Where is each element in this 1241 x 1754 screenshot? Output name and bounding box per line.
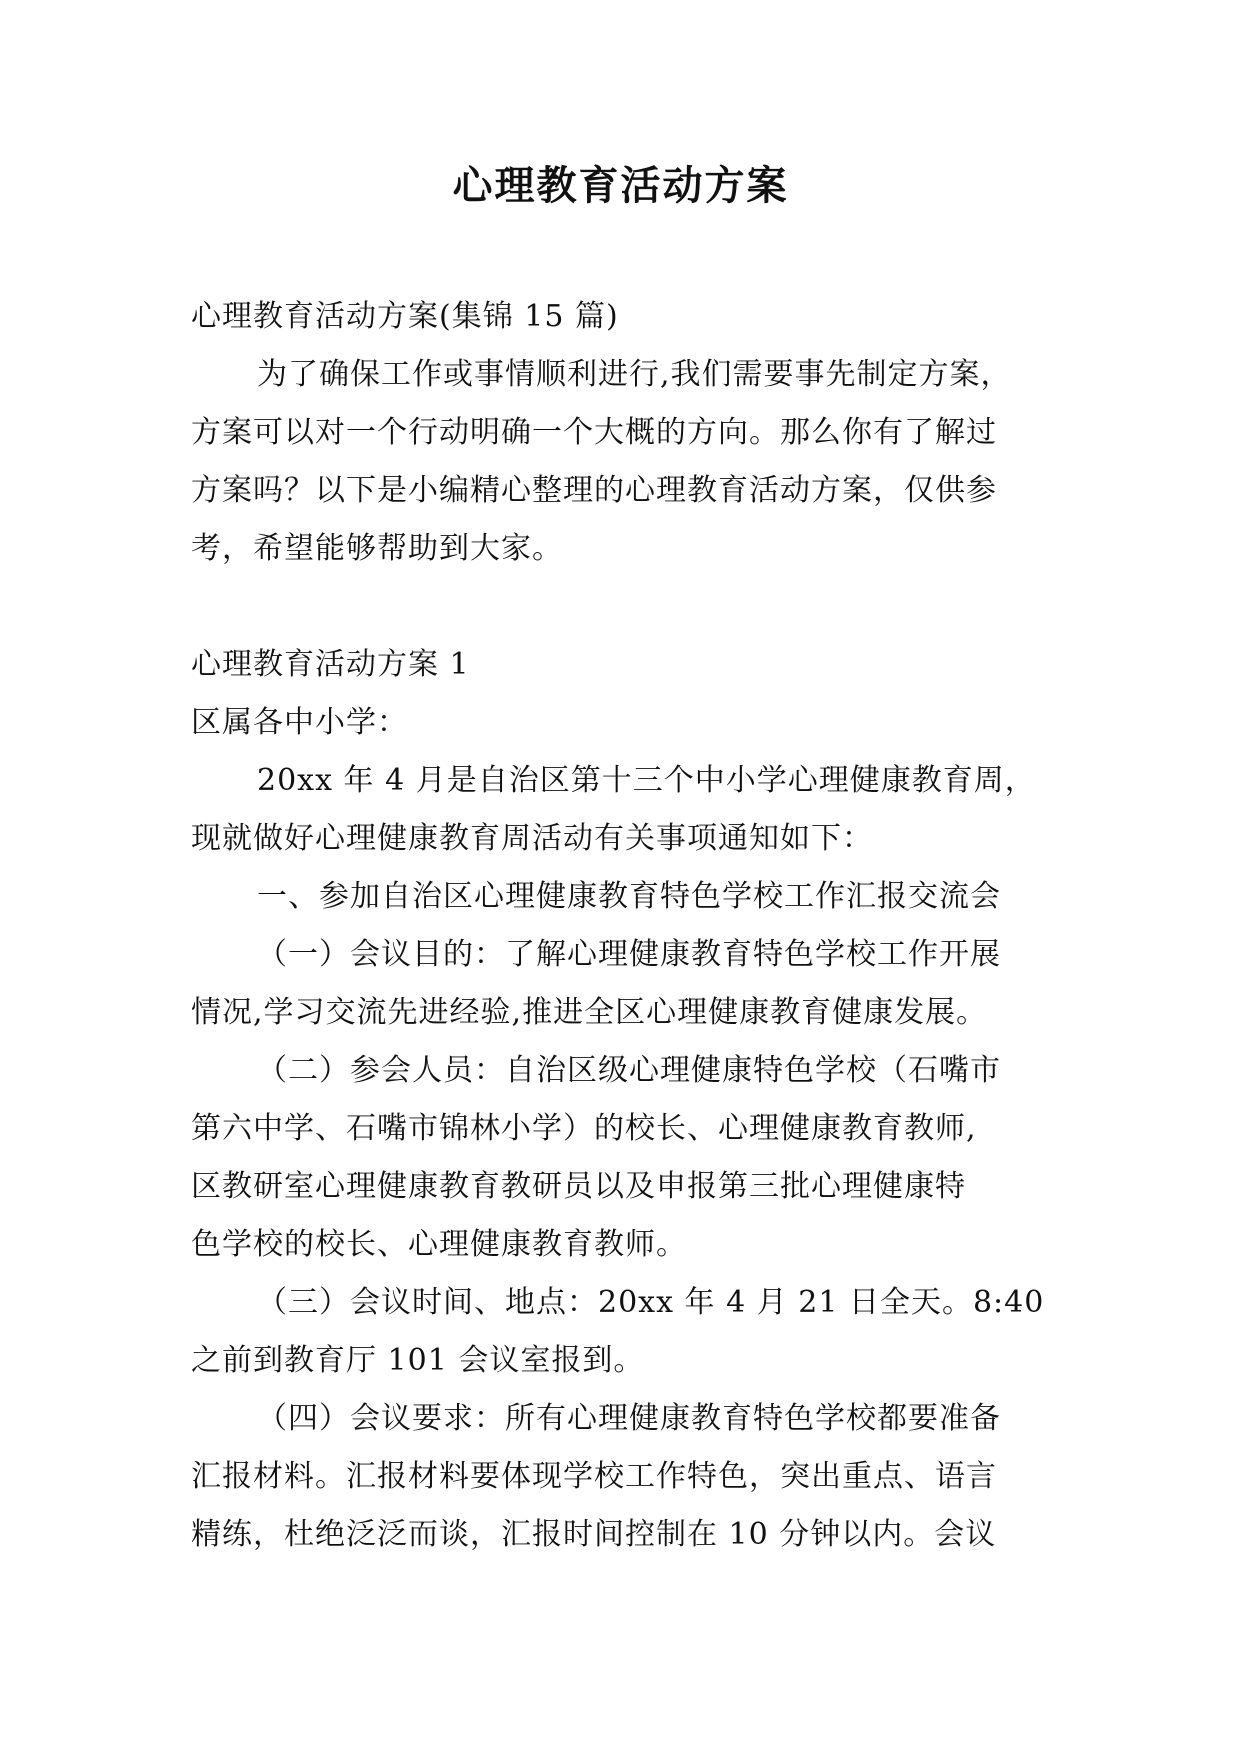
intro-line: 为了确保工作或事情顺利进行,我们需要事先制定方案，	[257, 357, 1012, 392]
notice-line: 20xx 年 4 月是自治区第十三个中小学心理健康教育周，	[257, 763, 1036, 798]
time-place-line: （三）会议时间、地点：20xx 年 4 月 21 日全天。8:40	[257, 1285, 1045, 1320]
intro-line: 方案可以对一个行动明确一个大概的方向。那么你有了解过	[191, 415, 997, 450]
document-title: 心理教育活动方案	[452, 162, 789, 209]
requirements-line: 精练，杜绝泛泛而谈，汇报时间控制在 10 分钟以内。会议	[191, 1517, 997, 1552]
participants-line: 区教研室心理健康教育教研员以及申报第三批心理健康特	[191, 1169, 966, 1204]
intro-line: 考，希望能够帮助到大家。	[191, 531, 563, 566]
section-heading: 心理教育活动方案 1	[191, 647, 470, 682]
purpose-line: 情况,学习交流先进经验,推进全区心理健康教育健康发展。	[191, 995, 988, 1030]
intro-line: 方案吗？以下是小编精心整理的心理教育活动方案，仅供参	[191, 473, 997, 508]
document-body	[191, 288, 1061, 1564]
notice-line: 现就做好心理健康教育周活动有关事项通知如下：	[191, 821, 873, 856]
spacer	[191, 578, 1061, 636]
participants-line: （二）参会人员：自治区级心理健康特色学校（石嘴市	[257, 1053, 1001, 1088]
requirements-line: （四）会议要求：所有心理健康教育特色学校都要准备	[257, 1401, 1001, 1436]
document-subtitle: 心理教育活动方案(集锦 15 篇)	[191, 299, 619, 334]
salutation: 区属各中小学：	[191, 705, 408, 740]
item-one-heading: 一、参加自治区心理健康教育特色学校工作汇报交流会	[257, 879, 1001, 914]
participants-line: 色学校的校长、心理健康教育教师。	[191, 1227, 687, 1262]
time-place-line: 之前到教育厅 101 会议室报到。	[191, 1343, 645, 1378]
purpose-line: （一）会议目的：了解心理健康教育特色学校工作开展	[257, 937, 1001, 972]
participants-line: 第六中学、石嘴市锦林小学）的校长、心理健康教育教师,	[191, 1111, 977, 1146]
requirements-line: 汇报材料。汇报材料要体现学校工作特色，突出重点、语言	[191, 1459, 997, 1494]
